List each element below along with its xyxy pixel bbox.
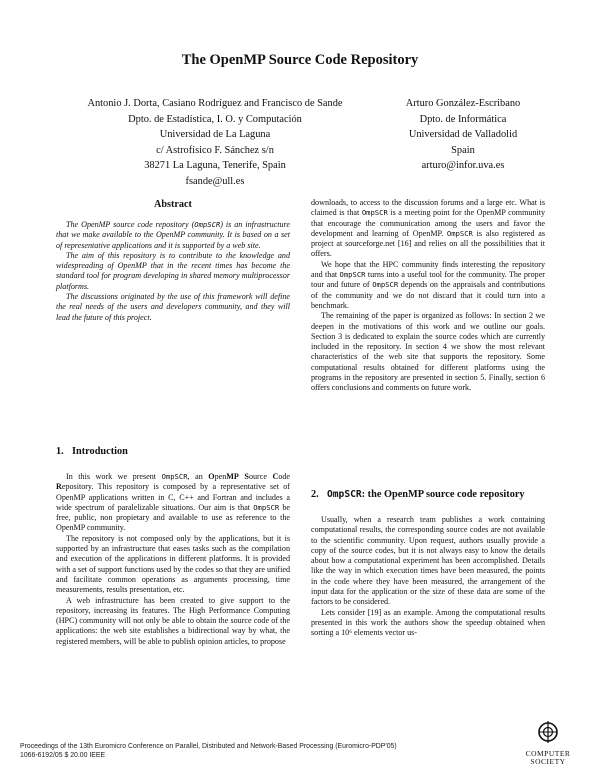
abstract-body — [56, 220, 290, 323]
proceedings-footer — [20, 742, 397, 760]
author-email: fsande@ull.es — [185, 175, 245, 187]
right-column-body — [311, 198, 545, 394]
right-paragraph-3: The remaining of the paper is organized as follows: In section 2 we deepen in the motivations of this work and we outline our goals. Section 3 is dedicated to explain the source codes which are currently included in the repository. In section 4 we show the most relevant characteristics of the web site that supports the repository. Some computational results obtained for different platforms using the programs in the repository are presented in section 5. Finally, section 6 offers conclusions and comments on future work. — [311, 311, 545, 393]
section-1-title: Introduction — [72, 446, 128, 457]
author-dept: Dpto. de Estadística, I. O. y Computación — [128, 113, 302, 125]
section-2-title-mono: OmpSCR — [327, 489, 362, 500]
abstract-paragraph-2: The aim of this repository is to contribute to the knowledge and widespreading of OpenMP that in the recent times has become the standard tool for program developing in shared memory multiprocessor platforms. — [56, 250, 290, 291]
author-university-right: Universidad de Valladolid — [408, 129, 518, 141]
right-paragraph-2: We hope that the HPC community finds interesting the repository and that OmpSCR turns into a useful tool for the community. The proper tour and future of OmpSCR depends on the appraisals and contributions of the community and we do not discard that it could turn into a benchmark. — [311, 259, 545, 310]
abstract-heading: Abstract — [154, 199, 192, 210]
logo-line-1: COMPUTER — [525, 749, 571, 758]
right-paragraph-1: downloads, to access to the discussion forums and a large etc. What is claimed is that OmpSCR is a meeting point for the OpenMP community that encourage the communication among the users and favor the development and learning of OpenMP. OmpSCR is also registered as project at sourceforge.net [16] and relies on all the possibilities that it offers. — [311, 198, 545, 259]
author-street: c/ Astrofísico F. Sánchez s/n — [156, 144, 274, 156]
computer-society-logo — [518, 719, 578, 766]
section-1-paragraph-1: In this work we present OmpSCR, an OpenMP Source Code Repository. This repository is composed by a representative set of OpenMP applications written in C, C++ and Fortran and includes a wide spectrum of paralelizable situations. Our aim is that OmpSCR be free, public, non propietary and available to use as reference to the OpenMP community. — [56, 472, 290, 533]
author-name-right: Arturo González-Escribano — [405, 98, 521, 109]
section-2-heading — [311, 489, 545, 501]
paper-title: The OpenMP Source Code Repository — [181, 52, 419, 68]
section-2-number: 2. — [311, 489, 319, 500]
footer-conference: Proceedings of the 13th Euromicro Conference on Parallel, Distributed and Network-Based Processing (Euromicro-PDP'05) — [20, 743, 397, 750]
author-university: Universidad de La Laguna — [159, 129, 271, 141]
abstract-paragraph-3: The discussions originated by the use of this framework will define the real needs of the users and developers community, and they will lead the future of this project. — [56, 292, 290, 322]
section-1-body — [56, 472, 290, 647]
logo-line-2: SOCIETY — [530, 757, 566, 766]
author-names: Antonio J. Dorta, Casiano Rodríguez and Francisco de Sande — [87, 98, 343, 109]
section-2-title: : the OpenMP source code repository — [361, 489, 525, 500]
authors-left-block — [60, 96, 370, 190]
section-2-paragraph-1: Usually, when a research team publishes a work containing computational results, the corresponding source codes are not available to the scientific community. Upon request, authors usually provide a copy of the source codes, but it is not always easy to know the details about how a computational experiment has been accomplished. Details like the way in which execution times have been measured, the points in the code where they have been measured, the arrangement of the input data for the application or the size of these data are some of the factors to be considered. — [311, 515, 545, 607]
abstract-paragraph-1: The OpenMP source code repository (OmpSCR) is an infrastructure that we make available to the OpenMP community. It is based on a set of representative applications and it is supported by a web site. — [56, 220, 290, 250]
authors-right-block — [378, 96, 548, 174]
section-2-body — [311, 515, 545, 639]
footer-issn: 1066-6192/05 $ 20.00 IEEE — [20, 752, 106, 760]
author-country-right: Spain — [451, 144, 475, 156]
section-2-paragraph-2: Lets consider [19] as an example. Among the computational results presented in this work the authors show the speedup obtained when sorting a 10⁶ elements vector us- — [311, 607, 545, 638]
author-dept-right: Dpto. de Informática — [419, 113, 507, 125]
section-1-number: 1. — [56, 446, 64, 457]
ieee-cs-emblem-icon — [518, 719, 578, 745]
author-city: 38271 La Laguna, Tenerife, Spain — [144, 160, 286, 172]
author-email-right: arturo@infor.uva.es — [421, 160, 505, 172]
section-1-paragraph-3: A web infrastructure has been created to give support to the repository, increasing its features. The High Performance Computing (HPC) community will not only be able to obtain the source code of the applications: the web site establishes a bidirectional way by what, the registered members, will be able to publish opinion articles, to propose — [56, 595, 290, 646]
section-1-heading — [56, 446, 290, 458]
section-1-paragraph-2: The repository is not composed only by the applications, but it is supported by an infrastructure that eases tasks such as the compilation and execution of the applications in different platforms. It is provided with a set of support functions used by the codes so that they are unified and facilitate common operations as arguments processing, time measurements, results presentation, etc. — [56, 533, 290, 595]
